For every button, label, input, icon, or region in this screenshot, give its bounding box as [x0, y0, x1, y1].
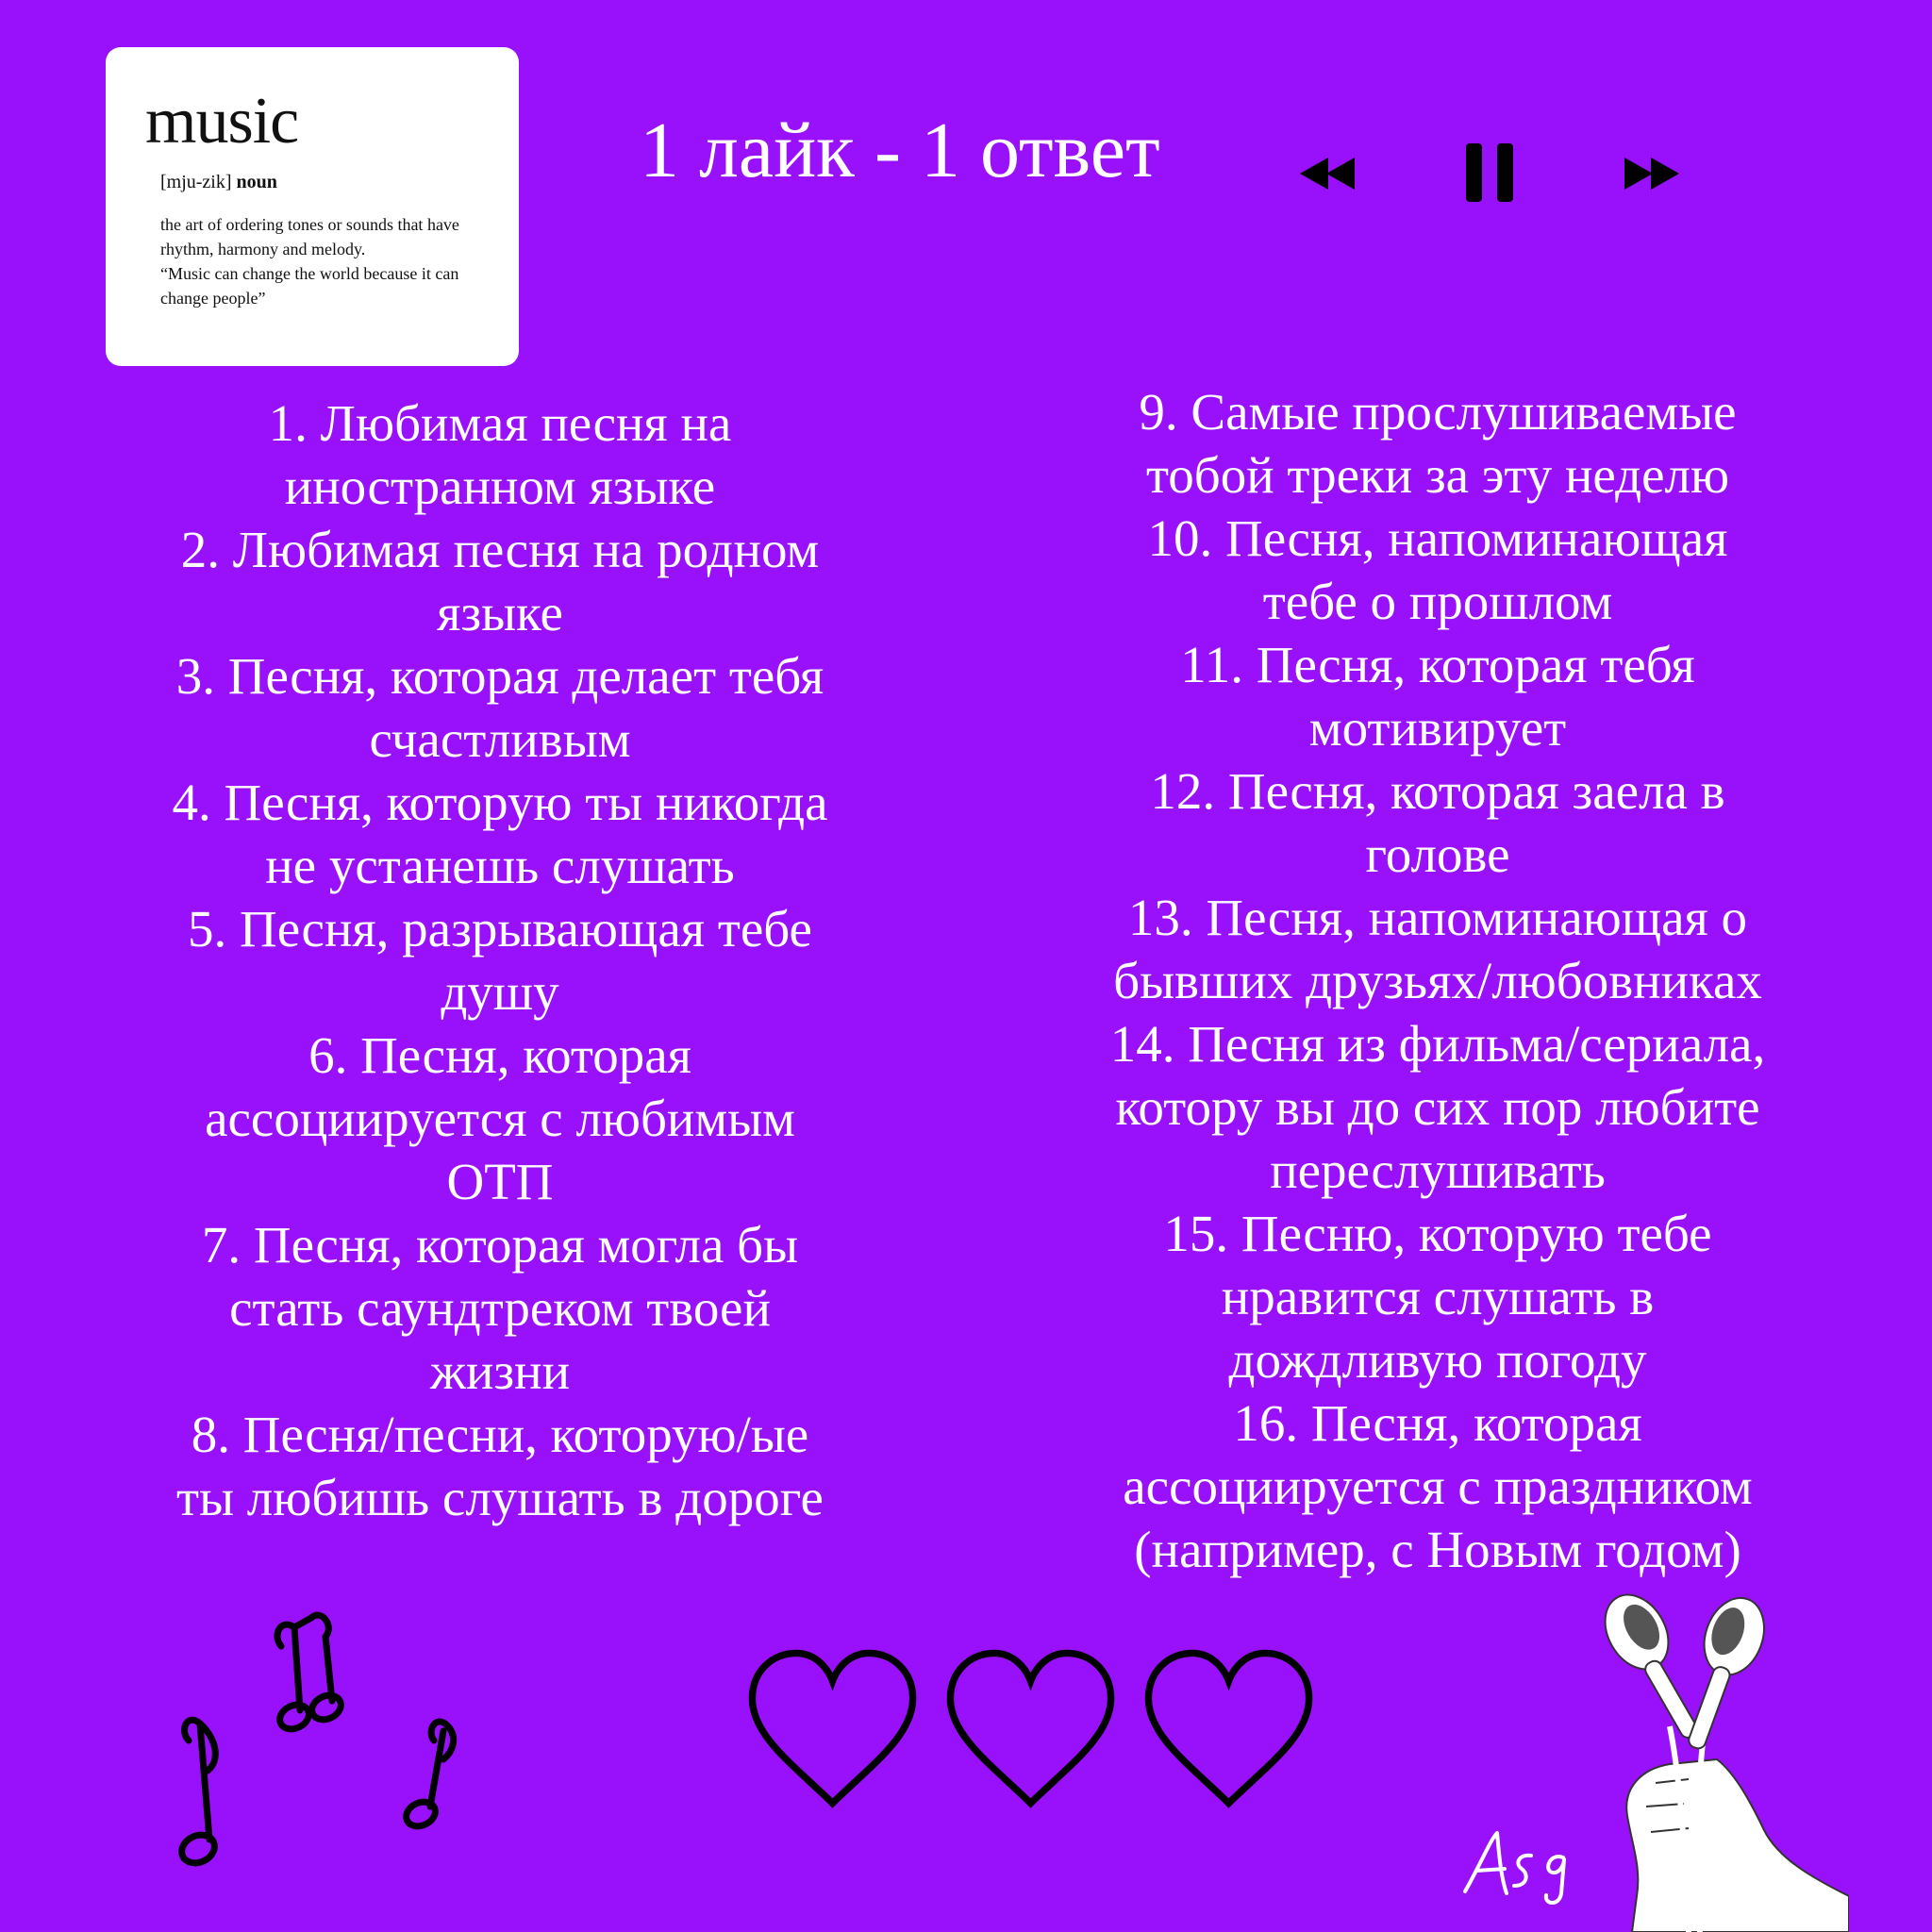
- question-item: [85, 644, 915, 771]
- questions-left-column: [85, 391, 915, 1529]
- question-item: [85, 1024, 915, 1213]
- question-text: 7. Песня, которая могла бы стать саундтреком твоей жизни: [201, 1216, 799, 1400]
- signature: [1457, 1825, 1580, 1910]
- question-text: 14. Песня из фильма/сериала, котору вы до сих пор любите переслушивать: [1109, 1015, 1766, 1199]
- heart-icon: [943, 1646, 1118, 1821]
- question-item: [85, 1213, 915, 1403]
- card-part-of-speech: noun: [236, 172, 277, 192]
- question-text: 6. Песня, которая ассоциируется с любимым ОТП: [205, 1026, 795, 1210]
- question-item: [85, 1403, 915, 1529]
- question-item: [1021, 380, 1855, 507]
- question-text: 2. Любимая песня на родном языке: [180, 521, 820, 641]
- pause-icon: [1466, 143, 1515, 202]
- question-text: 3. Песня, которая делает тебя счастливым: [175, 647, 824, 768]
- card-definition: [160, 212, 496, 310]
- fast-forward-icon: [1623, 154, 1683, 193]
- question-text: 1. Любимая песня на иностранном языке: [268, 394, 732, 515]
- card-definition-text: the art of ordering tones or sounds that have rhythm, harmony and melody.: [160, 215, 459, 258]
- question-text: 9. Самые прослушиваемые тобой треки за эту неделю: [1139, 383, 1737, 504]
- question-item: [1021, 1391, 1855, 1581]
- music-notes-icon: [170, 1599, 481, 1910]
- rewind-button[interactable]: [1300, 154, 1360, 193]
- question-text: 11. Песня, которая тебя мотивирует: [1180, 636, 1695, 757]
- question-text: 16. Песня, которая ассоциируется с праздником (например, с Новым годом): [1123, 1394, 1753, 1578]
- questions-right-column: [1021, 380, 1855, 1581]
- question-text: 15. Песню, которую тебе нравится слушать в дождливую погоду: [1163, 1205, 1712, 1389]
- question-item: [85, 771, 915, 897]
- music-definition-card: [106, 47, 519, 366]
- question-item: [1021, 886, 1855, 1012]
- question-text: 8. Песня/песни, которую/ые ты любишь слушать в дороге: [176, 1406, 824, 1526]
- question-item: [1021, 1012, 1855, 1202]
- question-text: 5. Песня, разрывающая тебе душу: [188, 900, 812, 1021]
- page-title: 1 лайк - 1 ответ: [640, 107, 1160, 194]
- rewind-icon: [1300, 154, 1360, 193]
- question-item: [1021, 759, 1855, 886]
- pause-button[interactable]: [1466, 143, 1515, 202]
- question-item: [1021, 633, 1855, 759]
- question-text: 13. Песня, напоминающая о бывших друзьях/любовниках: [1113, 889, 1762, 1009]
- question-item: [85, 391, 915, 518]
- heart-icon: [745, 1646, 920, 1821]
- question-item: [1021, 507, 1855, 633]
- card-pronunciation-text: [mju-zik]: [160, 172, 232, 192]
- question-text: 12. Песня, которая заела в голове: [1150, 762, 1725, 883]
- question-item: [1021, 1202, 1855, 1391]
- question-text: 10. Песня, напоминающая тебе о прошлом: [1147, 509, 1728, 630]
- fast-forward-button[interactable]: [1623, 154, 1683, 193]
- question-text: 4. Песня, которую ты никогда не устанешь слушать: [172, 774, 828, 894]
- card-quote: “Music can change the world because it can change people”: [160, 264, 459, 308]
- card-pronunciation: [160, 172, 496, 193]
- card-word: music: [145, 85, 299, 158]
- hearts-group: [745, 1646, 1321, 1821]
- heart-icon: [1141, 1646, 1316, 1821]
- question-item: [85, 897, 915, 1024]
- question-item: [85, 518, 915, 644]
